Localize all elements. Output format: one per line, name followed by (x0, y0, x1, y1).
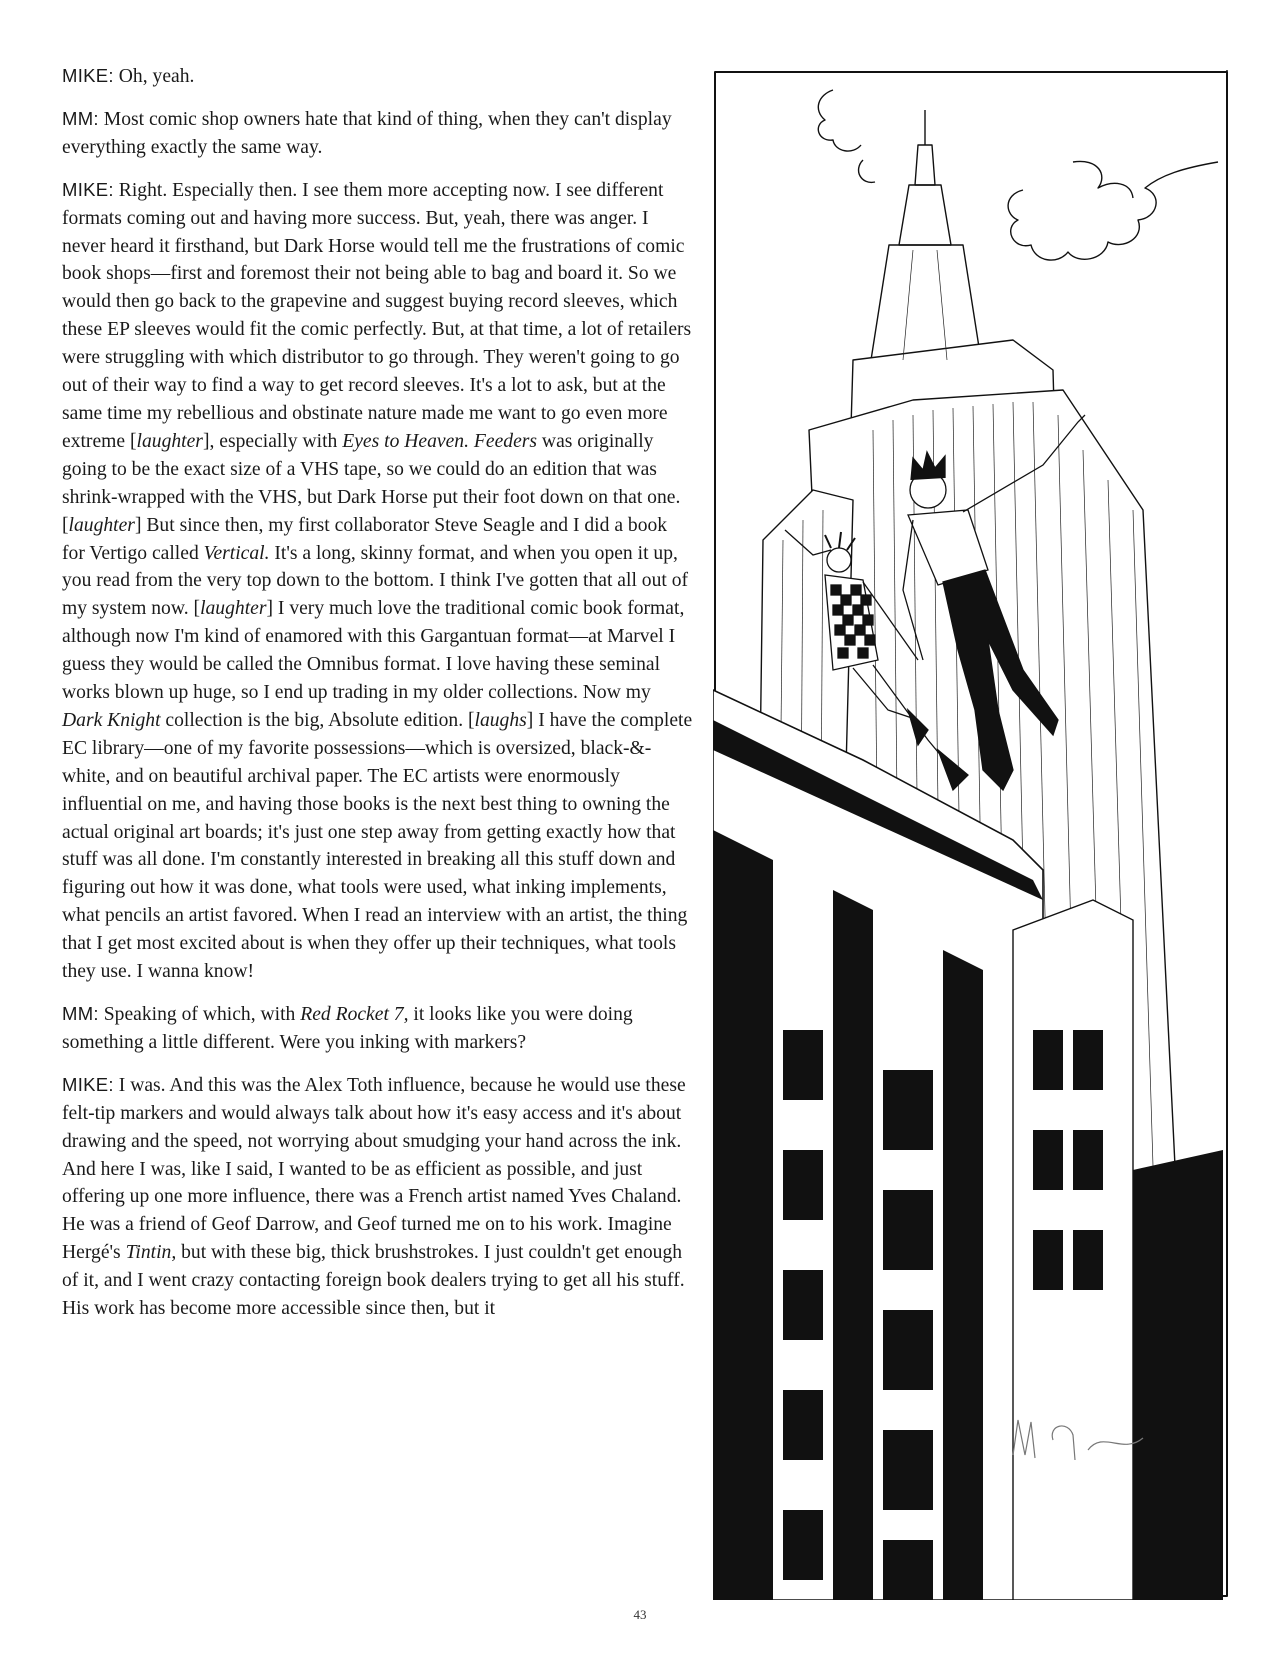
body-text: but with these big, thick brushstrokes. I just couldn't get enough of it, and I went crazy contacting foreign book dealers trying to get all his stuff. His work has become more accessible since then, but it (62, 1242, 685, 1320)
spire-mast (915, 145, 935, 185)
speaker-label: MIKE: (62, 65, 114, 86)
tower-upper (871, 245, 981, 360)
paragraph (62, 105, 694, 162)
italic-text: Tintin, (125, 1242, 177, 1264)
cloud-left (818, 90, 861, 151)
cloud-right (1008, 162, 1218, 260)
body-text: ], especially with (202, 430, 343, 452)
spire-crown (899, 185, 951, 245)
speaker-label: MIKE: (62, 178, 114, 200)
body-text: collection is the big, Absolute edition. [ (160, 709, 475, 731)
body-text: was originally going to be the exact size of a VHS tape, so we could do an edition that was shrink-wrapped with the VHS, but Dark Horse put their foot down on that one. [ (62, 430, 681, 536)
body-text: ] I very much love the traditional comic book format, although now I'm kind of enamored with this Gargantuan format—at Marvel I guess they would be called the Omnibus format. I love having these seminal works blown up huge, so I end up trading in my older collections. Now my (62, 598, 685, 704)
italic-text: Red Rocket 7, (300, 1004, 409, 1025)
body-text: ] But since then, my first collaborator Steve Seagle and I did a book for Vertigo called (62, 514, 668, 564)
body-text: ] I have the complete EC library—one of my favorite possessions—which is oversized, black-&-white, and on beautiful archival paper. The EC artists were enormously influential on me, and having those books is the next best thing to owning the actual original art boards; it's just one step away from getting exactly how that stuff was all done. I'm constantly interested in breaking all this stuff down and figuring out how it was done, what tools were used, what inking implements, what pencils an artist favored. When I read an interview with an artist, the thing that I get most excited about is when they offer up their techniques, what tools they use. I wanna know! (62, 709, 693, 983)
italic-text: laughter (136, 430, 203, 452)
comic-illustration-panel (713, 70, 1233, 1600)
paragraph (62, 1000, 694, 1057)
paragraph (62, 176, 694, 986)
speaker-label: MM: (62, 107, 99, 129)
italic-text: laughs (474, 709, 527, 731)
body-text: it looks like you were doing something a little different. Were you inking with markers? (62, 1004, 633, 1053)
italic-text: laughter (68, 514, 135, 536)
body-text: It's a long, skinny format, and when you open it up, you read from the very top down to the bottom. I think I've gotten that all out of my system now. [ (62, 542, 689, 620)
body-text: Oh, yeah. (113, 66, 195, 87)
body-text: Most comic shop owners hate that kind of thing, when they can't display everything exactly the same way. (62, 108, 672, 158)
cloud-wisp (859, 160, 875, 182)
body-text: I was. And this was the Alex Toth influence, because he would use these felt-tip markers and would always talk about how it's easy access and it's about drawing and the speed, not worrying about smudging your hand across the ink. And here I was, like I said, I wanted to be as efficient as possible, and just offering up one more influence, there was a French artist named Yves Chaland. He was a friend of Geof Darrow, and Geof turned me on to his work. Imagine Hergé's (62, 1074, 686, 1264)
italic-text: Eyes to Heaven. (342, 430, 469, 452)
article-text (62, 62, 694, 1337)
italic-text: laughter (200, 598, 267, 620)
italic-text: Feeders (473, 430, 538, 452)
cloud-curl (1073, 161, 1133, 198)
body-text: Speaking of which, with (98, 1004, 301, 1025)
italic-text: Vertical. (203, 542, 270, 564)
paragraph (62, 62, 694, 91)
page-number: 43 (633, 1607, 647, 1622)
italic-text: Dark Knight (62, 709, 161, 731)
body-text: Right. Especially then. I see them more accepting now. I see different formats coming out and having more success. But, yeah, there was anger. I never heard it firsthand, but Dark Horse would tell me the frustrations of comic book shops—first and foremost their not being able to bag and board it. So we would then go back to the grapevine and suggest buying record sleeves, which these EP sleeves would fit the comic perfectly. But, at that time, a lot of retailers were struggling with which distributor to go through. They weren't going to go out of their way to find a way to get record sleeves. It's a lot to ask, but at the same time my rebellious and obstinate nature made me want to go even more extreme [ (62, 179, 692, 452)
speaker-label: MM: (62, 1003, 99, 1024)
speaker-label: MIKE: (62, 1073, 114, 1095)
paragraph (62, 1071, 694, 1323)
